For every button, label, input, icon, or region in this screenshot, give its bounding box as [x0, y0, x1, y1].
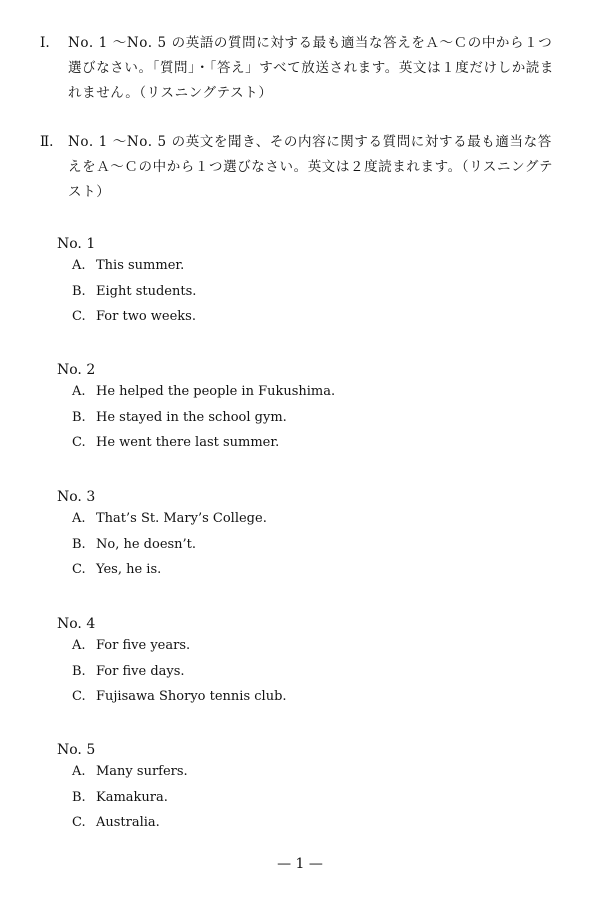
option-letter: B.	[72, 283, 86, 299]
question-5	[57, 740, 537, 839]
option-text: He helped the people in Fukushima.	[96, 384, 336, 399]
option-a	[72, 256, 537, 282]
option-text: For five days.	[96, 663, 185, 679]
question-3	[57, 487, 537, 586]
option-letter: B.	[72, 536, 86, 552]
option-letter: A.	[72, 511, 86, 526]
option-b	[72, 662, 537, 688]
option-letter: B.	[72, 789, 86, 805]
option-letter: C.	[72, 562, 86, 577]
section-2	[40, 130, 560, 205]
option-letter: C.	[72, 689, 86, 704]
section-instructions: No. 1 ～No. 5 の英語の質問に対する最も適当な答えをＡ～Ｃの中から１つ選びなさい。「質問」・「答え」すべて放送されます。英文は１度だけしか読まれません。（リスニングテスト）	[68, 35, 554, 101]
option-text: Yes, he is.	[96, 562, 162, 577]
option-b	[72, 788, 537, 814]
option-a	[72, 382, 537, 408]
option-text: No, he doesn’t.	[96, 536, 197, 552]
option-b	[72, 282, 537, 308]
option-b	[72, 408, 537, 434]
question-label: No. 2	[57, 362, 96, 378]
option-c	[72, 687, 537, 713]
option-letter: A.	[72, 764, 86, 779]
option-text: That’s St. Mary’s College.	[96, 511, 267, 526]
option-letter: C.	[72, 435, 86, 450]
section-1	[40, 31, 560, 106]
section-instructions: No. 1 ～No. 5 の英文を聞き、その内容に関する質問に対する最も適当な答えをＡ～Ｃの中から１つ選びなさい。英文は２度読まれます。（リスニングテスト）	[68, 134, 554, 200]
option-text: For two weeks.	[96, 309, 196, 324]
option-text: This summer.	[96, 258, 185, 273]
question-2	[57, 360, 537, 459]
option-c	[72, 307, 537, 333]
option-a	[72, 762, 537, 788]
section-number: Ⅱ.	[40, 134, 54, 150]
option-text: Eight students.	[96, 283, 197, 299]
option-letter: A.	[72, 258, 86, 273]
option-text: Kamakura.	[96, 789, 168, 805]
question-label: No. 3	[57, 489, 96, 505]
question-4	[57, 614, 537, 713]
option-b	[72, 535, 537, 561]
question-label: No. 5	[57, 742, 96, 758]
option-text: He stayed in the school gym.	[96, 409, 287, 425]
option-text: He went there last summer.	[96, 435, 280, 450]
option-letter: C.	[72, 815, 86, 830]
question-label: No. 1	[57, 236, 96, 252]
option-text: Australia.	[96, 815, 160, 830]
section-number: Ⅰ.	[40, 35, 50, 51]
option-text: For five years.	[96, 638, 191, 653]
option-letter: C.	[72, 309, 86, 324]
option-letter: A.	[72, 638, 86, 653]
option-letter: B.	[72, 409, 86, 425]
page-number: — 1 —	[277, 856, 323, 872]
option-c	[72, 560, 537, 586]
option-letter: B.	[72, 663, 86, 679]
option-c	[72, 433, 537, 459]
option-a	[72, 509, 537, 535]
question-label: No. 4	[57, 616, 96, 632]
option-a	[72, 636, 537, 662]
question-1	[57, 234, 537, 333]
option-text: Fujisawa Shoryo tennis club.	[96, 689, 287, 704]
option-c	[72, 813, 537, 839]
option-text: Many surfers.	[96, 764, 188, 779]
option-letter: A.	[72, 384, 86, 399]
